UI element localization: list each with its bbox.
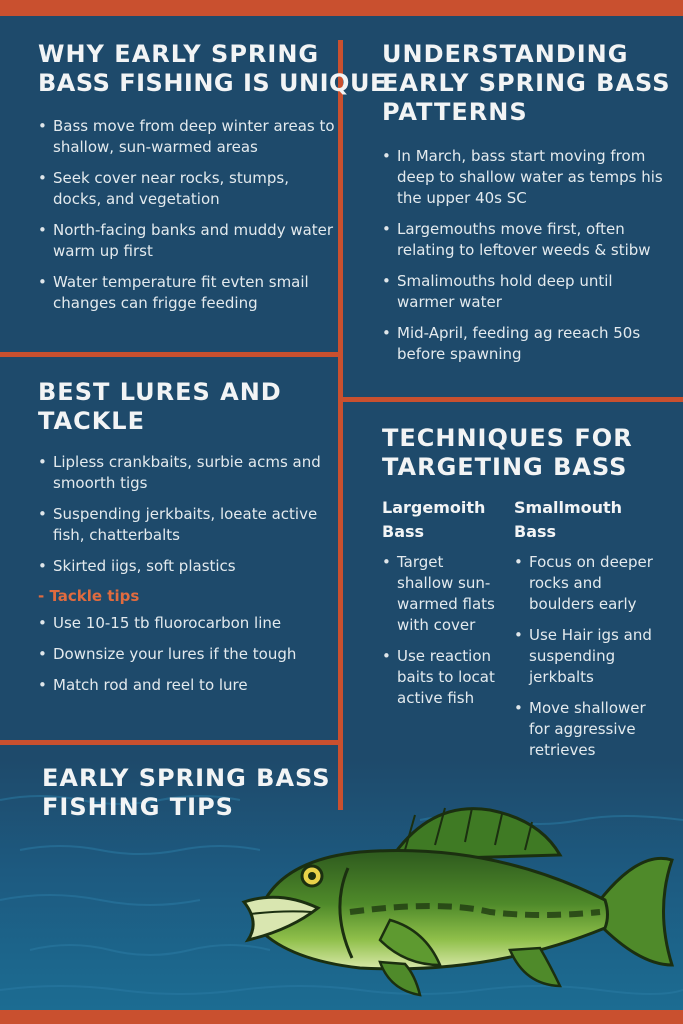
list-item: • Lipless crankbaits, surbie acms and smoorth tigs [38,452,336,494]
smallmouth-list [514,552,664,761]
smallmouth-title-line2: Bass [514,521,557,541]
why-unique-title [38,40,387,98]
smallmouth-title-line1: Smallmouth [514,497,623,517]
lures-list [38,452,336,577]
largemouth-title-line1: Largemoith [382,497,486,517]
lures-title-line2: TACKLE [38,406,145,435]
techniques-columns [382,496,677,771]
patterns-list [382,146,672,365]
list-item: • Use reaction baits to locat active fish [382,646,514,709]
why-unique-list [38,116,336,314]
list-item: • Largemouths move first, often relating to leftover weeds & stibw [382,219,672,261]
tackle-tips-list [38,613,336,696]
largemouth-list [382,552,514,709]
list-item: • Move shallower for aggressive retrieves [514,698,664,761]
list-item: • North-facing banks and muddy water warm up first [38,220,336,262]
smallmouth-title [514,496,664,544]
list-item: • Mid-April, feeding ag reeach 50s before spawning [382,323,672,365]
techniques-title-line2: TARGETING BASS [382,452,628,481]
largemouth-title [382,496,514,544]
divider-left-lower [0,740,340,745]
techniques-title-line1: TECHNIQUES FOR [382,424,633,452]
smallmouth-column [514,496,664,771]
list-item: • Use Hair igs and suspending jerkbalts [514,625,664,688]
largemouth-column [382,496,514,771]
list-item: • Suspending jerkbaits, loeate active fish, chatterbalts [38,504,336,546]
bottom-border [0,1010,683,1024]
list-item: • Target shallow sun-warmed flats with cover [382,552,514,636]
why-unique-title-line1: WHY EARLY SPRING [38,40,320,68]
divider-left-upper [0,352,340,357]
list-item: • Water temperature fit evten smail changes can frigge feeding [38,272,336,314]
largemouth-title-line2: Bass [382,521,425,541]
patterns-title-line2: EARLY SPRING BASS [382,68,671,97]
panel-techniques [382,424,677,771]
tips-footer-title-line1: EARLY SPRING BASS [42,764,331,792]
panel-why-unique [38,40,387,324]
list-item: • Bass move from deep winter areas to shallow, sun-warmed areas [38,116,336,158]
divider-right [342,397,683,402]
list-item: • Seek cover near rocks, stumps, docks, and vegetation [38,168,336,210]
top-border [0,0,683,16]
list-item: • Skirted iigs, soft plastics [38,556,336,577]
list-item: • Smalimouths hold deep until warmer water [382,271,672,313]
list-item: • In March, bass start moving from deep to shallow water as temps his the upper 40s SC [382,146,672,209]
lures-title-line1: BEST LURES AND [38,378,282,406]
panel-lures [38,378,336,706]
why-unique-title-line2: BASS FISHING IS UNIQUE [38,68,387,97]
panel-patterns [382,40,672,375]
list-item: • Match rod and reel to lure [38,675,336,696]
list-item: • Downsize your lures if the tough [38,644,336,665]
list-item: • Use 10-15 tb fluorocarbon line [38,613,336,634]
patterns-title-line1: UNDERSTANDING [382,40,629,68]
tackle-tips-heading: - Tackle tips [38,586,140,605]
divider-vertical-center [338,40,343,810]
bass-fish-icon [240,790,680,1010]
list-item: • Focus on deeper rocks and boulders early [514,552,664,615]
techniques-title [382,424,677,482]
tips-footer-title-line2: FISHING TIPS [42,792,234,821]
patterns-title-line3: PATTERNS [382,97,528,126]
patterns-title [382,40,672,126]
lures-title [38,378,336,436]
